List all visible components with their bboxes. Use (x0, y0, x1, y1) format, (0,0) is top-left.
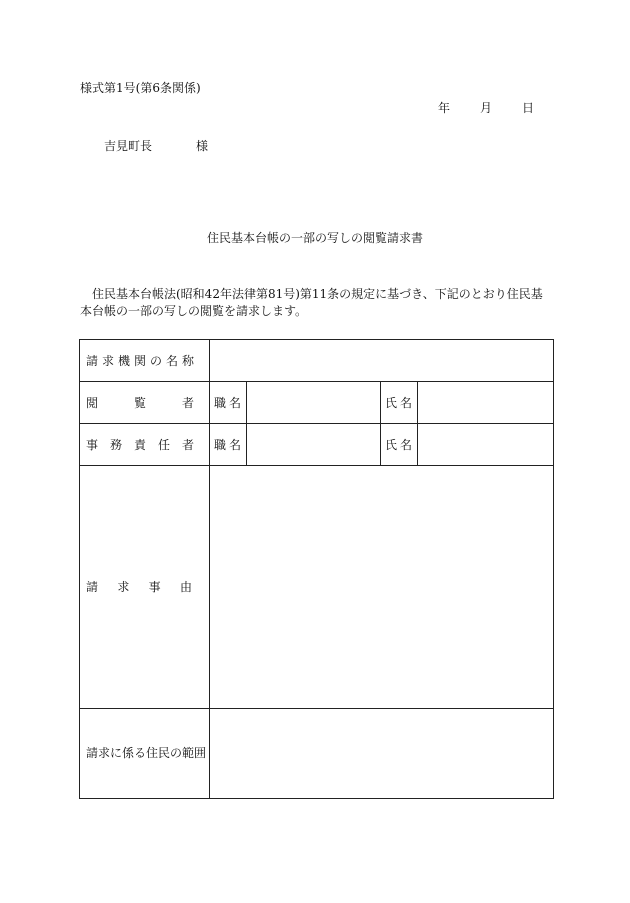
table-row (80, 382, 554, 424)
table-row (80, 340, 554, 382)
addressee: 吉見町長 (104, 139, 153, 153)
table-row (80, 466, 554, 709)
date-line (438, 101, 534, 115)
date-year-label: 年 (438, 101, 451, 115)
responsible-position-label: 職名 (210, 424, 247, 466)
scope-label: 請求に係る住民の範囲 (80, 708, 210, 798)
institution-label: 請求機関の名称 (80, 340, 210, 382)
table-row (80, 708, 554, 798)
reason-field[interactable] (210, 466, 554, 709)
viewer-position-label: 職名 (210, 382, 247, 424)
intro-paragraph: 住民基本台帳法(昭和42年法律第81号)第11条の規定に基づき、下記のとおり住民基本台帳の一部の写しの閲覧を請求します。 (80, 287, 543, 318)
scope-field[interactable] (210, 708, 554, 798)
reason-label: 請 求 事 由 (80, 466, 210, 709)
institution-field[interactable] (210, 340, 554, 382)
responsible-label: 事 務 責 任 者 (80, 424, 210, 466)
form-number: 様式第1号(第6条関係) (80, 81, 201, 95)
document-title: 住民基本台帳の一部の写しの閲覧請求書 (206, 231, 423, 245)
responsible-name-label: 氏名 (381, 424, 418, 466)
viewer-position-field[interactable] (247, 382, 381, 424)
viewer-name-label: 氏名 (381, 382, 418, 424)
responsible-position-field[interactable] (247, 424, 381, 466)
table-row (80, 424, 554, 466)
viewer-name-field[interactable] (418, 382, 554, 424)
request-table (79, 339, 554, 799)
date-day-label: 日 (522, 101, 535, 115)
responsible-name-field[interactable] (418, 424, 554, 466)
viewer-label: 閲 覧 者 (80, 382, 210, 424)
date-month-label: 月 (480, 101, 493, 115)
addressee-suffix: 様 (196, 139, 209, 153)
